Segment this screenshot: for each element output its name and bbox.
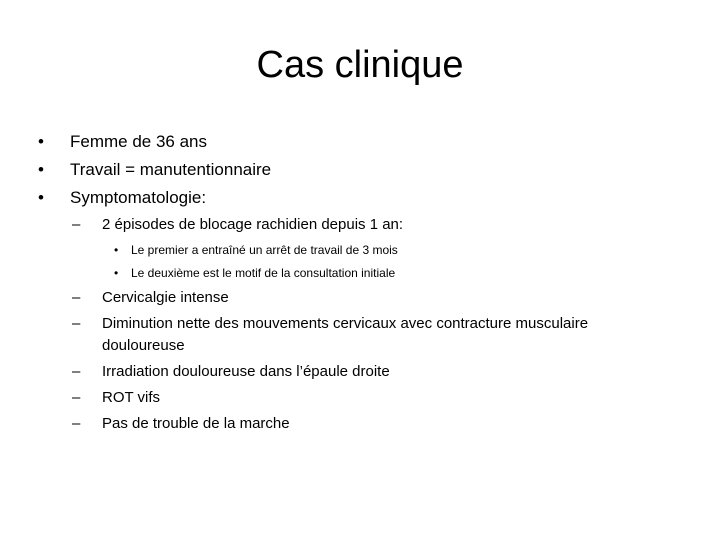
dash-icon: –: [72, 363, 81, 380]
bullet-icon: •: [38, 160, 44, 179]
bullet-item: • Travail = manutentionnaire: [38, 160, 272, 179]
bullet-item: • Femme de 36 ans: [38, 132, 208, 151]
sub-item: – Irradiation douloureuse dans l’épaule droite: [72, 363, 390, 380]
detail-item: • Le deuxième est le motif de la consultation initiale: [114, 266, 396, 280]
detail-item: • Le premier a entraîné un arrêt de travail de 3 mois: [114, 243, 398, 257]
sub-item: – ROT vifs: [72, 389, 161, 406]
bullet-icon: •: [114, 243, 119, 257]
dash-icon: –: [72, 389, 81, 406]
sub-item-continuation: douloureuse: [102, 337, 185, 354]
dash-icon: –: [72, 289, 81, 306]
sub-item: – Cervicalgie intense: [72, 289, 229, 306]
bullet-icon: •: [38, 132, 44, 151]
sub-item: – Diminution nette des mouvements cervicaux avec contracture musculaire: [72, 315, 589, 332]
bullet-icon: •: [114, 266, 119, 280]
bullet-icon: •: [38, 188, 44, 207]
sub-item: – 2 épisodes de blocage rachidien depuis 1 an:: [72, 216, 404, 233]
slide-title: Cas clinique: [256, 44, 464, 86]
sub-item: – Pas de trouble de la marche: [72, 415, 290, 432]
bullet-item: • Symptomatologie:: [38, 188, 207, 207]
dash-icon: –: [72, 216, 81, 233]
dash-icon: –: [72, 315, 81, 332]
dash-icon: –: [72, 415, 81, 432]
